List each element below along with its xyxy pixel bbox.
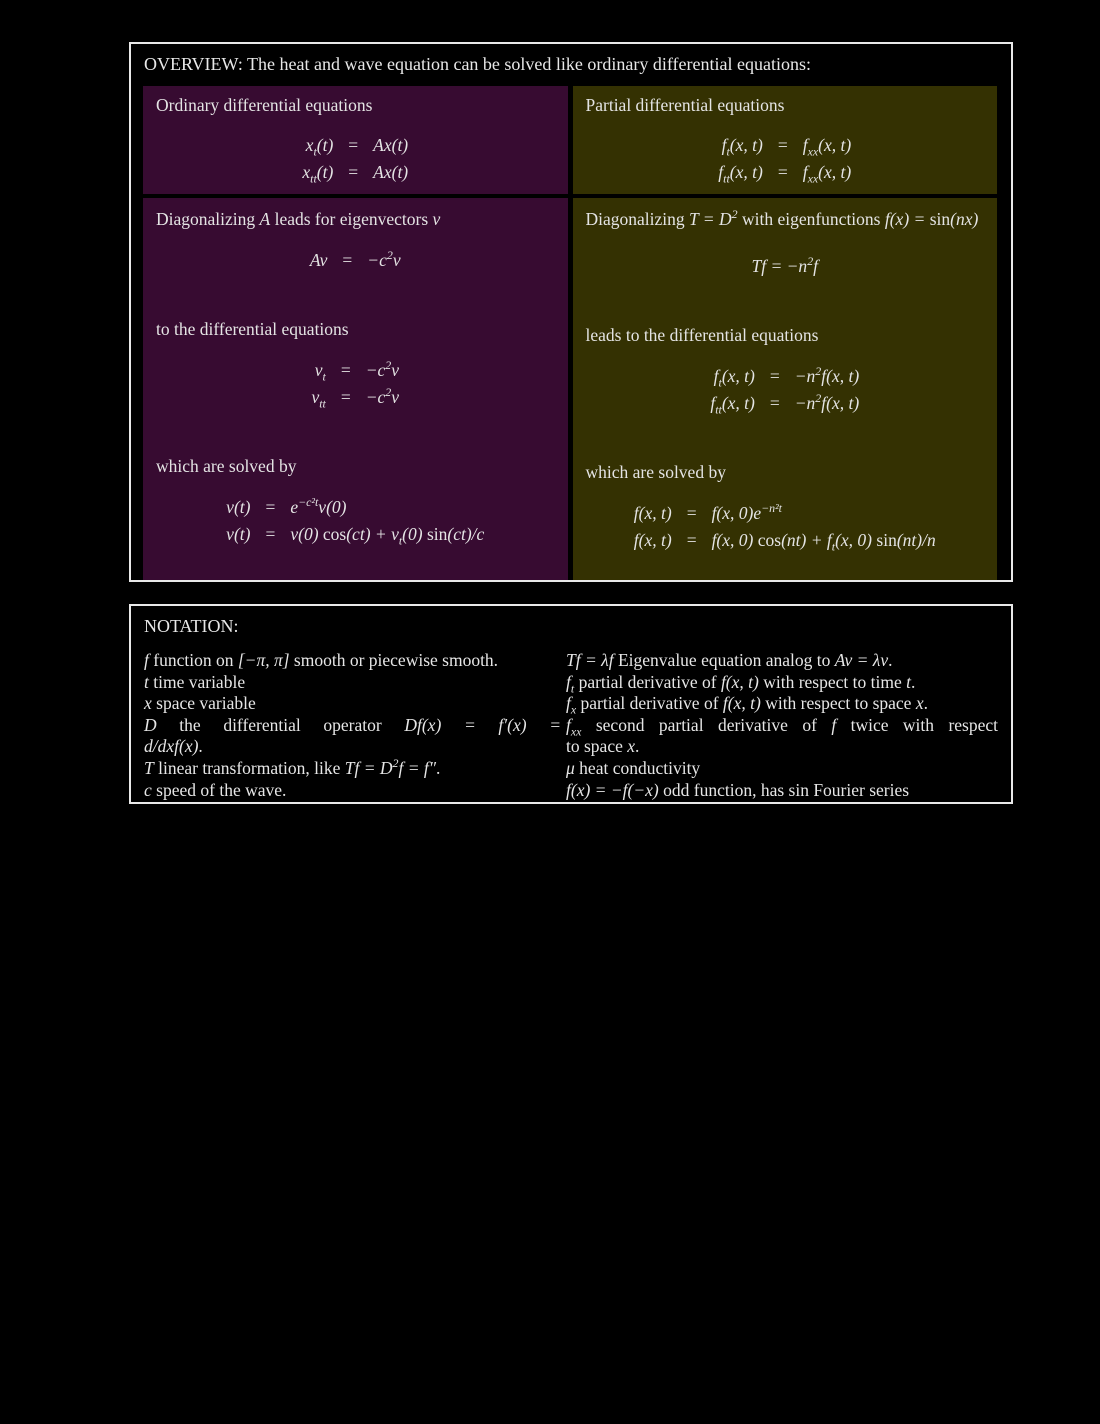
math-inline: f(x, t)	[633, 503, 672, 523]
math-inline: $f_{xx}(x$, t)	[802, 135, 852, 159]
math-inline: D	[144, 714, 157, 735]
math-inline: d/dxf(x)	[144, 736, 199, 757]
notation-line: $f_{xx}$ second partial derivative of f twice with respect	[566, 714, 998, 739]
panel-paragraph: Diagonalizing A leads for eigenvectors v⃗	[156, 209, 454, 229]
math-inline: f(x, t)	[720, 671, 759, 692]
math-inline: f(x, 0) $\cos(nt) + f_t(x$, 0) sin(nt)/n	[711, 530, 936, 554]
math-inline: c	[144, 779, 152, 800]
equation-row: Av = $-c^2v$	[309, 248, 401, 270]
math-inline: =	[549, 714, 562, 735]
math-inline: $f_t(x$, t)	[713, 366, 755, 390]
math-inline: $x_t(t)$	[305, 135, 334, 159]
math-inline: f(x, t)	[633, 530, 672, 550]
notation-title: NOTATION:	[144, 616, 239, 636]
math-inline: f	[831, 714, 837, 735]
math-inline: t	[144, 671, 149, 692]
panel-paragraph: which are solved by	[585, 462, 726, 482]
math-inline: v⃗	[432, 209, 454, 229]
notation-line: f(x) = −f(−x) odd function, has sin Fourier series	[566, 779, 910, 800]
equation-align-block	[226, 494, 484, 548]
math-inline: [−π, π]	[237, 650, 290, 670]
equation-row: v(t) = $e^{-c^2t}v(0)$	[226, 495, 347, 517]
equation-row: $f_t(x$, t) = $-n^2f(x$, t)	[713, 364, 860, 390]
math-inline: f′(x)	[498, 714, 527, 735]
math-inline: A	[259, 209, 271, 229]
equation-centered	[586, 253, 985, 280]
math-inline: $f_{tt}(x$, t)	[710, 393, 755, 417]
pde-header-equations	[573, 132, 998, 186]
ode-panel	[143, 86, 568, 580]
math-inline: $f_{tt}(x$, t)	[718, 162, 763, 186]
notation-left-column	[144, 650, 561, 801]
math-inline: Ax(t)	[373, 135, 409, 155]
math-inline: Df(x)	[404, 714, 442, 735]
math-inline: t	[906, 671, 911, 692]
math-inline: $f_{xx}(x$, t)	[802, 162, 852, 186]
math-inline: μ	[566, 757, 575, 778]
notation-box	[129, 604, 1013, 804]
math-inline: f(x, $0)e^{-n^2t}$	[711, 501, 782, 523]
notation-line: x space variable	[144, 693, 256, 714]
ode-panel-header-section	[143, 86, 568, 194]
math-inline: v(t)	[226, 524, 251, 544]
math-inline: Ax(t)	[373, 162, 409, 182]
equation-row: $x_{tt}(t)$ = Ax(t)	[302, 162, 409, 186]
math-inline: $-c^2v$	[367, 248, 401, 270]
math-inline: Tf = λf	[566, 650, 614, 670]
notation-line: c speed of the wave.	[144, 779, 287, 800]
math-inline: $-n^2f(x$, t)	[794, 364, 860, 386]
math-inline: f(x) = −f(−x)	[566, 779, 659, 800]
math-inline: v(t)	[226, 497, 251, 517]
math-inline: $f_t$	[566, 671, 575, 696]
equation-align-block	[710, 363, 859, 417]
math-inline: v(0) $\cos(ct) + v_t(0)$ sin(ct)/c	[290, 524, 485, 548]
math-inline: $f_t(x$, t)	[721, 135, 763, 159]
notation-line: f function on [−π, π] smooth or piecewise smooth.	[144, 650, 499, 670]
panel-paragraph: Diagonalizing $T = D^2$ with eigenfunctions f(x) = sin(nx)	[585, 207, 979, 229]
math-inline: x	[144, 693, 152, 714]
math-inline: $Tf = D^2f = f''$	[344, 756, 437, 778]
math-inline: $f_x$	[566, 693, 577, 717]
equation-row: $v_{tt}$ = $-c^2v$	[311, 385, 400, 411]
equation-align-block	[302, 132, 408, 186]
equation-row: $f_{tt}(x$, t) = $-n^2f(x$, t)	[710, 391, 860, 417]
equation-row: f(x, t) = f(x, $0)e^{-n^2t}$	[633, 501, 782, 523]
math-inline: =	[463, 714, 476, 735]
notation-line: d/dxf(x).	[144, 736, 203, 757]
equation-align-block	[311, 357, 399, 411]
notation-columns	[131, 637, 1011, 801]
panel-paragraph: which are solved by	[156, 456, 297, 476]
math-inline: $Tf = -n^2f$	[751, 254, 819, 276]
math-inline: T	[144, 757, 154, 778]
math-inline: $f_{xx}$	[566, 714, 582, 739]
equation-row: v(t) = v(0) $\cos(ct) + v_t(0)$ sin(ct)/c	[226, 524, 485, 548]
notation-line: Tf = λf Eigenvalue equation analog to Av = λv.	[566, 650, 893, 670]
overview-box	[129, 42, 1013, 582]
pde-panel-heading: Partial differential equations	[585, 95, 785, 115]
pde-panel-header-section	[573, 86, 998, 194]
equation-align-block	[634, 500, 936, 554]
math-inline: $e^{-c^2t}v(0)$	[290, 495, 347, 517]
panel-paragraph: to the differential equations	[156, 319, 349, 339]
math-inline: x	[915, 693, 924, 714]
notation-line: t time variable	[144, 671, 246, 692]
equation-row: $v_t$ = $-c^2v$	[314, 358, 400, 384]
math-inline: f(x) = sin(nx)	[884, 209, 979, 229]
math-inline: Av = λv	[834, 650, 889, 670]
math-inline: $-n^2f(x$, t)	[794, 391, 860, 413]
notation-line: T linear transformation, like $Tf = D^2f = f''$.	[144, 756, 441, 778]
equation-row: $x_t(t)$ = Ax(t)	[305, 135, 409, 159]
math-inline: $v_t$	[314, 360, 326, 384]
math-inline: f	[144, 650, 149, 670]
equation-row: f(x, t) = f(x, 0) $\cos(nt) + f_t(x$, 0) sin(nt)/n	[633, 530, 936, 554]
notation-line: D the differential operator Df(x) = f′(x) =	[144, 714, 562, 735]
notation-line: $f_x$ partial derivative of f(x, t) with respect to space x.	[566, 693, 928, 717]
math-inline: $-c^2v$	[365, 385, 400, 407]
notation-line: to space x.	[566, 736, 640, 757]
math-inline: f(x, t)	[722, 693, 761, 714]
equation-row: $f_t(x$, t) = $f_{xx}(x$, t)	[721, 135, 852, 159]
math-inline: $x_{tt}(t)$	[302, 162, 334, 186]
notation-line: μ heat conductivity	[566, 757, 701, 778]
equation-row: $f_{tt}(x$, t) = $f_{xx}(x$, t)	[718, 162, 852, 186]
math-inline: Av	[309, 250, 328, 270]
ode-header-equations	[143, 132, 568, 186]
pde-panel	[573, 86, 998, 580]
ode-panel-heading: Ordinary differential equations	[156, 95, 373, 115]
math-inline: x	[627, 736, 636, 757]
panels-row	[143, 86, 997, 580]
equation-align-block	[718, 132, 851, 186]
notation-line: $f_t$ partial derivative of f(x, t) with respect to time t.	[566, 671, 916, 696]
pde-panel-body-section	[573, 198, 998, 580]
math-inline: $T = D^2$	[689, 207, 738, 229]
ode-panel-body-section	[143, 198, 568, 580]
notation-right-column	[566, 650, 998, 801]
math-inline: $v_{tt}$	[311, 387, 326, 411]
equation-align-block	[310, 247, 401, 274]
math-inline: $-c^2v$	[365, 358, 400, 380]
panel-paragraph: leads to the differential equations	[585, 325, 819, 345]
overview-title: OVERVIEW: The heat and wave equation can be solved like ordinary differential equations:	[144, 54, 812, 74]
